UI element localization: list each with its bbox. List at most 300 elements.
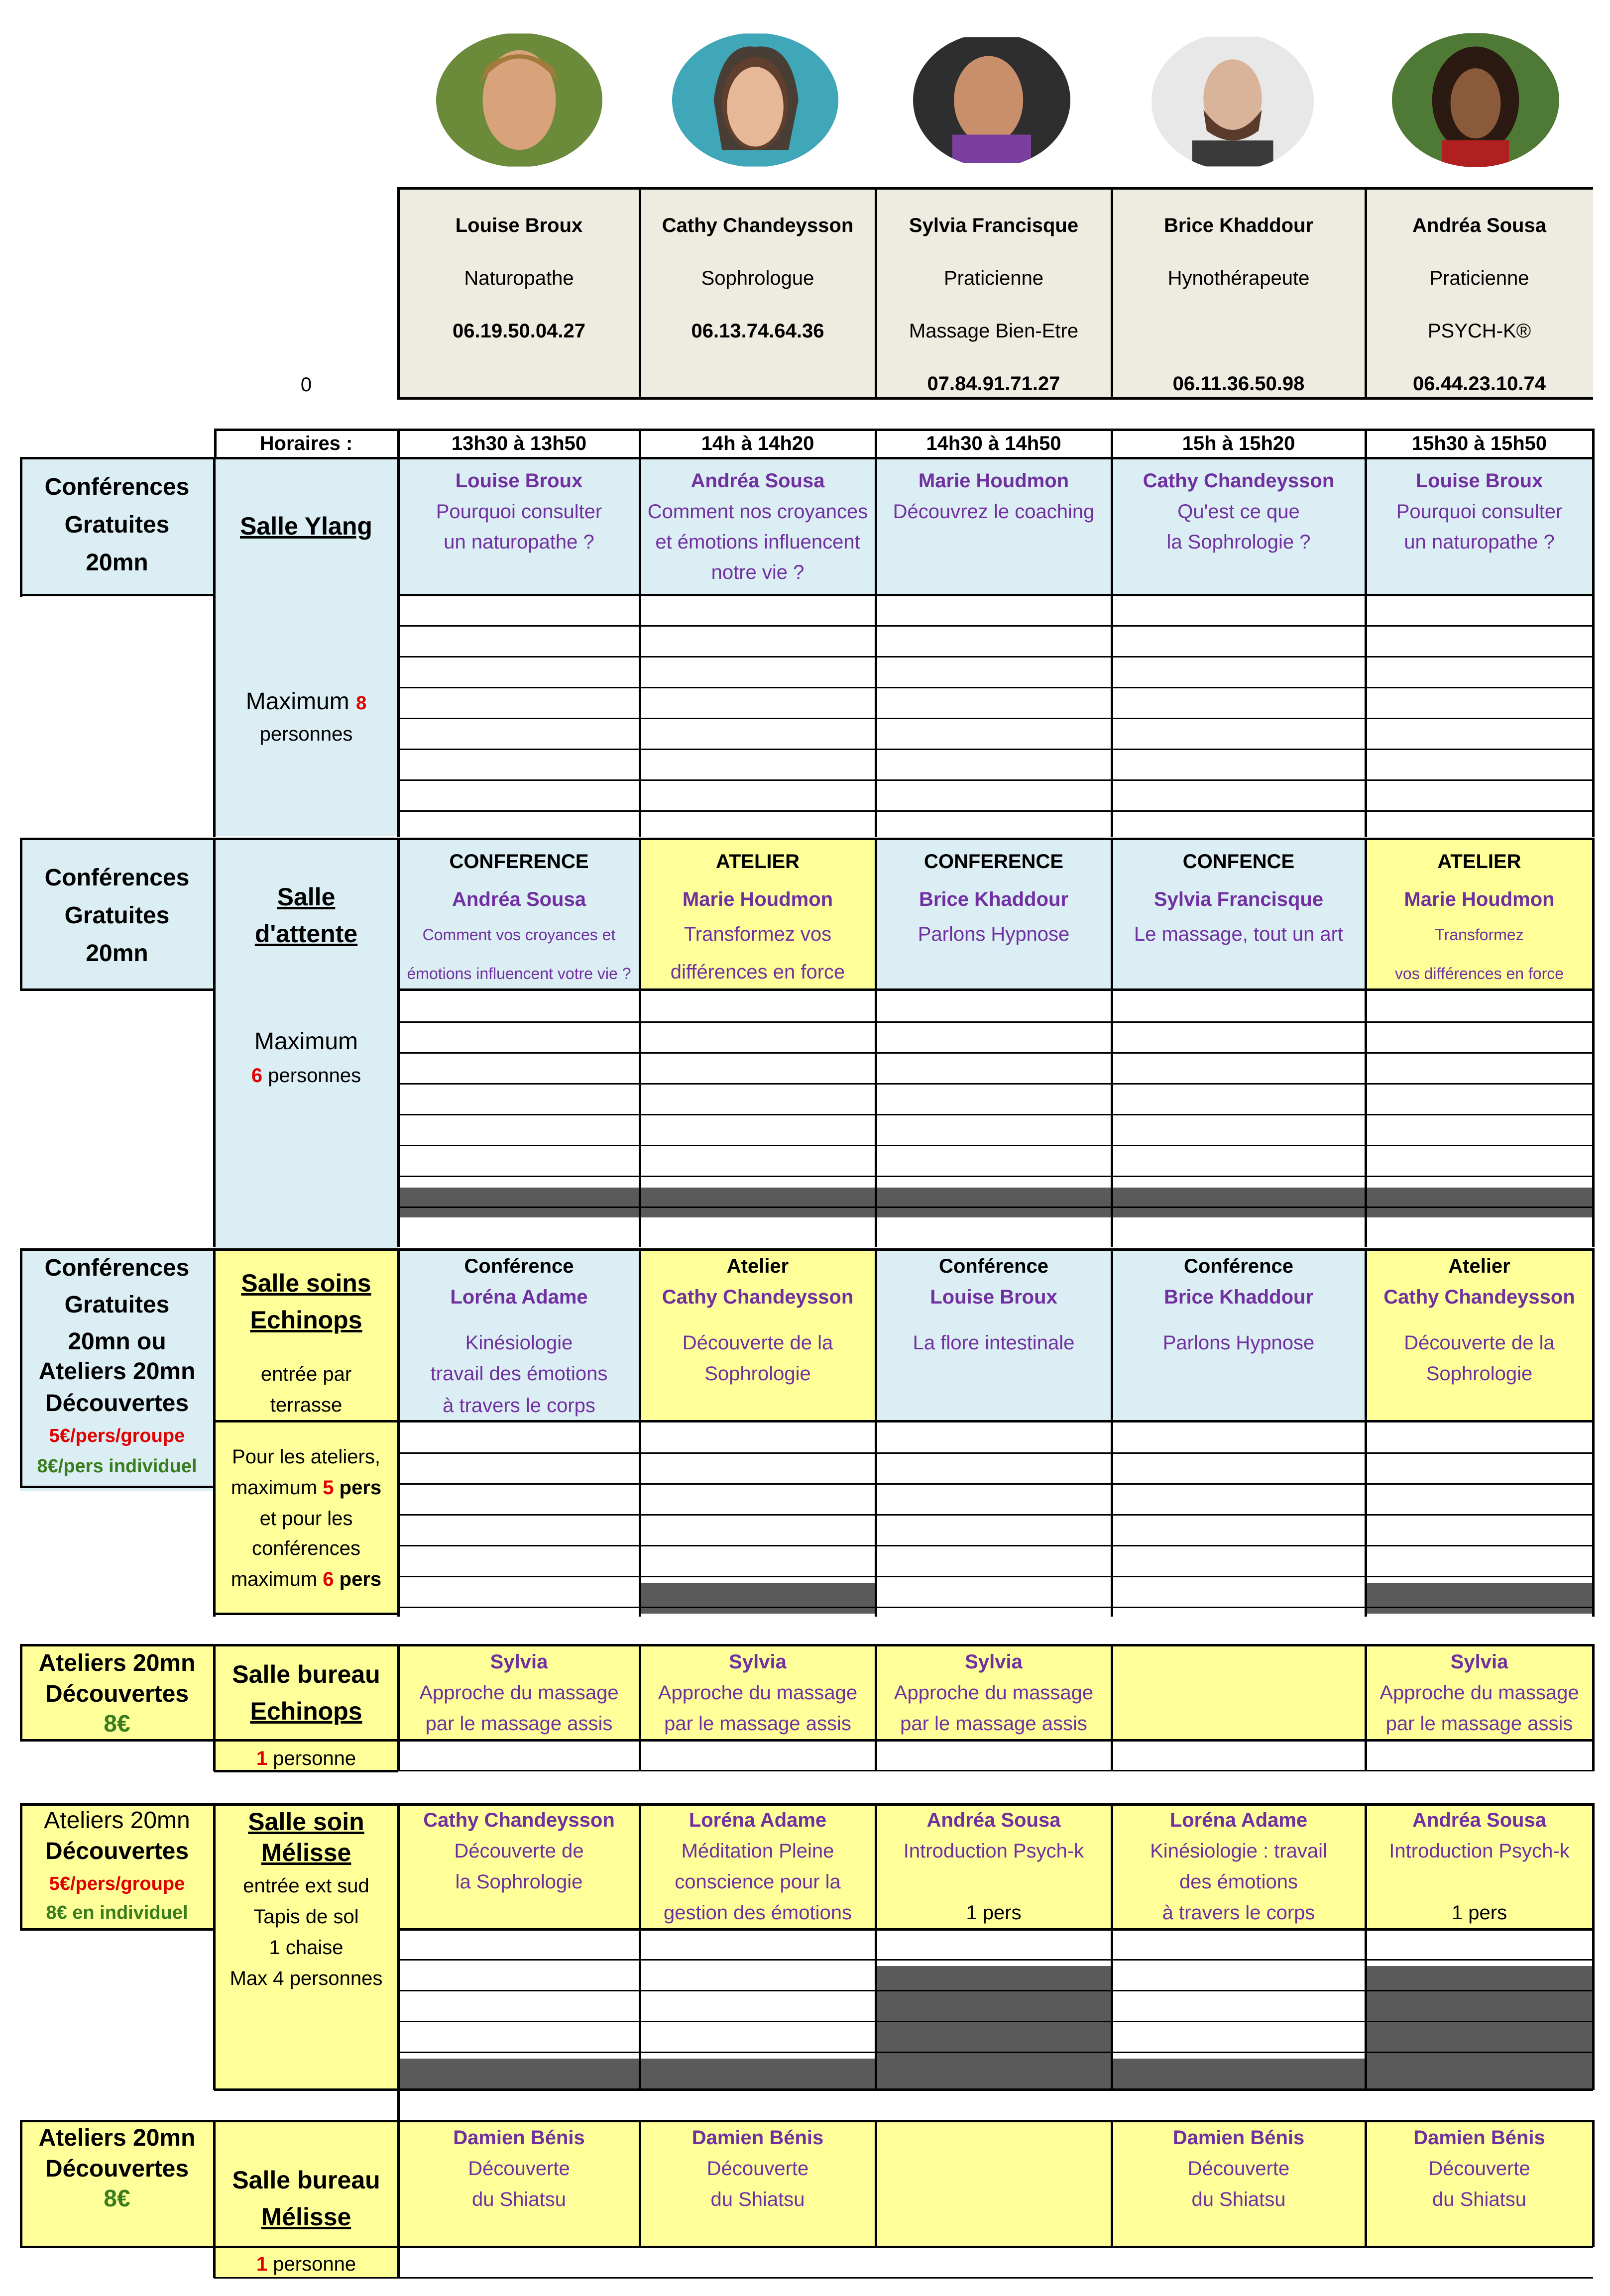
session-topic: émotions influencent votre vie ? (407, 965, 631, 983)
session-topic: Découverte (1428, 2158, 1530, 2180)
grid-line (398, 1576, 1593, 1577)
price-group: 5€/pers/groupe (49, 1425, 185, 1446)
grid-line (20, 1486, 214, 1488)
note-text: pers (334, 1568, 382, 1590)
session-speaker: Andréa Sousa (690, 470, 825, 492)
grid-line (398, 1928, 1593, 1931)
horaires-label: Horaires : (259, 433, 353, 454)
session-speaker: Louise Broux (1415, 470, 1543, 492)
grid-line (20, 1803, 1593, 1806)
section-type: Découvertes (45, 1390, 189, 1417)
grid-line (214, 2277, 1593, 2279)
session-topic: Pourquoi consulter (436, 501, 602, 523)
zero-label: 0 (300, 374, 312, 396)
grid-line (397, 2120, 400, 2278)
grid-line (398, 1545, 1593, 1546)
grid-line (1365, 1644, 1367, 1771)
grid-line (20, 1248, 1593, 1251)
practitioner-name: Brice Khaddour (1163, 215, 1314, 236)
session-type: ATELIER (1437, 851, 1521, 873)
grid-line (875, 838, 877, 1247)
session-topic: différences en force (670, 961, 845, 983)
session-type: Conférence (1183, 1255, 1294, 1277)
session-topic: conscience pour la (675, 1871, 841, 1893)
session-topic: la Sophrologie (455, 1871, 583, 1893)
practitioner-name: Louise Broux (455, 215, 583, 236)
session-topic: par le massage assis (425, 1713, 613, 1735)
capacity-post: personnes (259, 723, 353, 745)
blocked-slot (876, 1188, 1112, 1217)
grid-line (398, 1083, 1593, 1085)
session-topic: Approche du massage (1380, 1682, 1579, 1704)
grid-line (213, 1803, 216, 2090)
capacity-num: 1 (256, 2253, 268, 2275)
session-topic: Parlons Hypnose (1162, 1332, 1315, 1354)
grid-line (1592, 2120, 1595, 2247)
session-topic: du Shiatsu (710, 2188, 805, 2210)
room-name: Salle bureau (232, 2166, 380, 2194)
grid-line (397, 429, 400, 458)
practitioner-name: Cathy Chandeysson (662, 215, 854, 236)
capacity-post: personnes (262, 1065, 361, 1087)
blocked-slot (640, 2059, 876, 2089)
blocked-slot (876, 1966, 1112, 2089)
price-individual: 8€/pers individuel (37, 1456, 197, 1477)
session-speaker: Louise Broux (455, 470, 583, 492)
practitioner-title: Sophrologue (701, 267, 814, 289)
section-type: Conférences (44, 865, 190, 891)
grid-line (20, 457, 22, 597)
session-topic: Découvrez le coaching (893, 501, 1095, 523)
photo-andrea-sousa (1392, 33, 1559, 167)
note-line: et pour les (259, 1508, 353, 1530)
session-speaker: Andréa Sousa (1412, 1809, 1546, 1831)
grid-line (1592, 1803, 1595, 2090)
room-name: Salle (277, 883, 336, 911)
section-type: Ateliers 20mn (38, 1650, 196, 1676)
grid-line (398, 1483, 1593, 1485)
capacity-text (214, 688, 398, 715)
room-name: Mélisse (261, 2203, 351, 2231)
session-topic: un naturopathe ? (444, 531, 594, 553)
practitioner-title: Hynothérapeute (1167, 267, 1310, 289)
session-topic: Parlons Hypnose (918, 923, 1070, 945)
time-slot: 15h à 15h20 (1182, 433, 1295, 454)
session-type: Atelier (1448, 1255, 1510, 1277)
capacity-pre: Maximum (254, 1028, 358, 1055)
session-topic: des émotions (1179, 1871, 1298, 1893)
grid-line (398, 594, 1593, 596)
session-topic: Qu'est ce que (1177, 501, 1300, 523)
practitioner-title: Praticienne (943, 267, 1044, 289)
session-speaker: Louise Broux (930, 1286, 1057, 1308)
session-topic: du Shiatsu (1432, 2188, 1527, 2210)
grid-line (398, 1114, 1593, 1115)
session-topic: Approche du massage (658, 1682, 858, 1704)
session-topic: par le massage assis (1385, 1713, 1573, 1735)
grid-line (1365, 429, 1367, 458)
section-type: Conférences (44, 474, 190, 500)
session-topic: un naturopathe ? (1404, 531, 1555, 553)
session-speaker: Cathy Chandeysson (662, 1286, 854, 1308)
grid-line (398, 1452, 1593, 1454)
session-topic: Découverte de la (1404, 1332, 1555, 1354)
session-speaker: Brice Khaddour (919, 888, 1069, 910)
note-line: conférences (252, 1537, 360, 1559)
session-speaker: Loréna Adame (1169, 1809, 1308, 1831)
room-info: entrée par (260, 1363, 352, 1385)
section-type: Ateliers 20mn (38, 2125, 196, 2151)
grid-line (20, 1803, 22, 1930)
session-topic: la Sophrologie ? (1166, 531, 1311, 553)
price: 8€ (104, 1711, 130, 1737)
grid-line (398, 656, 1593, 657)
session-speaker: Marie Houdmon (682, 888, 833, 910)
grid-line (20, 2120, 1593, 2122)
blocked-slot (1366, 1188, 1593, 1217)
session-speaker: Cathy Chandeysson (1383, 1286, 1575, 1308)
room-info: Max 4 personnes (230, 1968, 383, 1989)
session-topic: Méditation Pleine (681, 1840, 834, 1862)
practitioner-detail: PSYCH-K® (1427, 320, 1531, 342)
room-name: Salle soins (241, 1269, 371, 1297)
blocked-slot (640, 1583, 876, 1614)
grid-line (20, 1248, 22, 1486)
grid-line (214, 1770, 398, 1772)
grid-line (397, 1644, 400, 1771)
section-type: Conférences (44, 1255, 190, 1281)
grid-line (20, 594, 214, 596)
section-type: 20mn ou (68, 1328, 166, 1355)
session-type: Conférence (938, 1255, 1049, 1277)
grid-line (398, 988, 1593, 991)
session-topic: notre vie ? (711, 561, 805, 583)
session-topic: et émotions influencent (655, 531, 860, 553)
grid-line (20, 988, 214, 991)
grid-line (398, 2052, 1593, 2053)
photo-louise-broux (436, 33, 602, 167)
session-topic: Découverte de (454, 1840, 584, 1862)
photo-cathy-chandeysson (672, 33, 838, 167)
note-text: pers (334, 1477, 382, 1499)
session-type: CONFERENCE (449, 851, 589, 873)
session-speaker: Cathy Chandeysson (423, 1809, 615, 1831)
grid-line (639, 457, 641, 837)
session-topic: du Shiatsu (471, 2188, 567, 2210)
session-topic: gestion des émotions (663, 1902, 852, 1924)
session-speaker: Sylvia (490, 1651, 548, 1673)
blocked-slot (1366, 1966, 1593, 2089)
session-topic: à travers le corps (1162, 1902, 1315, 1924)
section-type: Découvertes (45, 2156, 189, 2182)
capacity-num: 6 (251, 1065, 263, 1087)
grid-line (213, 838, 216, 1247)
session-speaker: Marie Houdmon (1404, 888, 1555, 910)
price-individual: 8€ en individuel (46, 1902, 188, 1923)
session-type: Conférence (464, 1255, 574, 1277)
room-name: Salle soin (248, 1808, 364, 1836)
grid-line (20, 2246, 1593, 2248)
session-topic: Introduction Psych-k (1389, 1840, 1570, 1862)
grid-line (1111, 2120, 1113, 2247)
session-topic: Le massage, tout un art (1134, 923, 1344, 945)
grid-line (20, 1644, 22, 1741)
session-topic: 1 pers (966, 1902, 1022, 1924)
blocked-slot (1112, 1188, 1366, 1217)
practitioner-phone: 06.11.36.50.98 (1172, 373, 1305, 395)
time-slot: 15h30 à 15h50 (1411, 433, 1547, 454)
session-topic: par le massage assis (900, 1713, 1087, 1735)
grid-line (20, 838, 22, 990)
room-name: Salle bureau (232, 1660, 380, 1688)
session-speaker: Damien Bénis (453, 2127, 585, 2149)
session-topic: Introduction Psych-k (903, 1840, 1084, 1862)
session-type: Atelier (726, 1255, 789, 1277)
grid-line (398, 1990, 1593, 1991)
practitioner-name: Sylvia Francisque (909, 215, 1079, 236)
session-topic: par le massage assis (664, 1713, 851, 1735)
capacity-num: 8 (356, 693, 367, 714)
room-info: entrée ext sud (243, 1875, 369, 1897)
session-topic: Kinésiologie (465, 1332, 573, 1354)
section-type: 20mn (86, 549, 148, 576)
session-speaker: Damien Bénis (691, 2127, 824, 2149)
capacity-post: personne (267, 1748, 356, 1769)
room-label-bg (214, 1645, 398, 1740)
room-name: Mélisse (261, 1839, 351, 1866)
grid-line (213, 1248, 216, 1617)
note-text: maximum (230, 1568, 323, 1590)
photo-brice-khaddour (1151, 33, 1314, 170)
grid-line (1365, 1248, 1367, 1617)
grid-line (1365, 1803, 1367, 2090)
practitioner-phone: 06.44.23.10.74 (1413, 373, 1546, 395)
grid-line (214, 1420, 398, 1422)
session-topic: travail des émotions (430, 1363, 608, 1385)
blocked-slot (398, 1188, 640, 1217)
session-speaker: Sylvia Francisque (1153, 888, 1324, 910)
grid-line (20, 2120, 22, 2247)
grid-line (875, 457, 877, 837)
grid-line (639, 838, 641, 1247)
room-name: Salle Ylang (240, 512, 372, 540)
section-type: Découvertes (45, 1838, 189, 1864)
grid-line (398, 1607, 1593, 1608)
room-info: Tapis de sol (253, 1906, 359, 1928)
grid-line (398, 749, 1593, 750)
capacity-pre: Maximum (245, 688, 356, 715)
grid-line (398, 1420, 1593, 1422)
grid-line (398, 1145, 1593, 1146)
practitioner-title: Praticienne (1429, 267, 1529, 289)
grid-line (1592, 1248, 1595, 1617)
grid-line (20, 1928, 214, 1931)
time-slot: 13h30 à 13h50 (451, 433, 587, 454)
time-slot: 14h à 14h20 (701, 433, 814, 454)
session-speaker: Sylvia (965, 1651, 1023, 1673)
session-type: ATELIER (715, 851, 800, 873)
blocked-slot (1112, 2059, 1366, 2089)
session-topic: Approche du massage (419, 1682, 619, 1704)
grid-line (639, 1803, 641, 2090)
capacity-num: 1 (256, 1748, 268, 1769)
grid-line (1111, 457, 1113, 837)
grid-line (1111, 1644, 1113, 1771)
grid-line (875, 1803, 877, 2090)
session-topic: Comment vos croyances et (422, 926, 616, 944)
section-type: Ateliers 20mn (44, 1807, 190, 1834)
session-topic: Transformez (1435, 926, 1524, 944)
grid-line (398, 687, 1593, 688)
grid-line (875, 1644, 877, 1771)
session-topic: du Shiatsu (1191, 2188, 1286, 2210)
grid-line (20, 838, 1593, 840)
session-topic: Kinésiologie : travail (1150, 1840, 1327, 1862)
practitioner-detail: 06.19.50.04.27 (453, 320, 585, 342)
photo-sylvia-francisque (913, 33, 1070, 167)
session-speaker: Cathy Chandeysson (1143, 470, 1335, 492)
grid-line (398, 1176, 1593, 1177)
grid-line (398, 1206, 1593, 1208)
grid-line (397, 838, 400, 1247)
session-topic: Découverte de la (682, 1332, 833, 1354)
section-type: Gratuites (64, 512, 170, 538)
grid-line (20, 1644, 1593, 1646)
session-speaker: Damien Bénis (1172, 2127, 1305, 2149)
grid-line (1365, 2120, 1367, 2247)
session-speaker: Sylvia (1450, 1651, 1508, 1673)
note-num: 5 (323, 1477, 334, 1499)
grid-line (214, 1613, 398, 1615)
time-slot: 14h30 à 14h50 (926, 433, 1061, 454)
grid-line (397, 1248, 400, 1617)
session-topic: Sophrologie (704, 1363, 811, 1385)
practitioner-phone: 07.84.91.71.27 (927, 373, 1060, 395)
section-type: Ateliers 20mn (38, 1358, 196, 1385)
grid-line (1592, 457, 1595, 837)
session-topic: Découverte (468, 2158, 570, 2180)
section-type: Gratuites (64, 902, 170, 929)
note-text: maximum (230, 1477, 323, 1499)
session-cell (876, 2121, 1112, 2247)
grid-line (875, 1248, 877, 1617)
section-type: 20mn (86, 940, 148, 967)
session-speaker: Brice Khaddour (1163, 1286, 1314, 1308)
capacity-text (214, 1747, 398, 1770)
practitioner-name: Andréa Sousa (1412, 215, 1546, 236)
room-name: d'attente (254, 920, 358, 948)
session-speaker: Loréna Adame (689, 1809, 827, 1831)
session-topic: Comment nos croyances (647, 501, 868, 523)
grid-line (20, 1739, 1593, 1742)
grid-line (1592, 429, 1595, 458)
room-label-bg (214, 839, 398, 990)
grid-line (398, 718, 1593, 719)
note-line: Pour les ateliers, (232, 1446, 380, 1468)
room-name: Echinops (250, 1697, 362, 1725)
section-type: Découvertes (45, 1681, 189, 1707)
grid-line (875, 2120, 877, 2247)
session-topic: à travers le corps (443, 1395, 595, 1417)
session-topic: Découverte (1187, 2158, 1290, 2180)
session-topic: Découverte (706, 2158, 809, 2180)
grid-line (639, 1644, 641, 1771)
session-topic: Pourquoi consulter (1396, 501, 1563, 523)
grid-line (398, 2021, 1593, 2022)
grid-line (213, 457, 216, 837)
session-type: CONFERENCE (923, 851, 1064, 873)
practitioner-title: Naturopathe (464, 267, 574, 289)
grid-line (398, 1021, 1593, 1023)
note-line (214, 1476, 398, 1499)
grid-line (639, 2120, 641, 2247)
grid-line (398, 1514, 1593, 1516)
grid-line (1111, 838, 1113, 1247)
session-speaker: Andréa Sousa (452, 888, 586, 910)
note-line (214, 1568, 398, 1591)
price: 8€ (104, 2186, 130, 2212)
grid-line (1365, 457, 1367, 837)
grid-line (398, 810, 1593, 812)
grid-line (639, 1248, 641, 1617)
session-speaker: Loréna Adame (450, 1286, 588, 1308)
grid-line (214, 2088, 1593, 2091)
grid-line (398, 779, 1593, 781)
room-name: Echinops (250, 1306, 362, 1334)
grid-line (639, 429, 641, 458)
note-num: 6 (323, 1568, 334, 1590)
blocked-slot (398, 2059, 640, 2089)
grid-line (398, 1959, 1593, 1961)
session-speaker: Damien Bénis (1413, 2127, 1545, 2149)
capacity-text (214, 2253, 398, 2276)
session-topic: La flore intestinale (913, 1332, 1075, 1354)
grid-line (213, 1644, 216, 1771)
grid-line (397, 457, 400, 837)
grid-line (1592, 1644, 1595, 1771)
grid-line (1111, 1803, 1113, 2090)
grid-line (213, 2120, 216, 2278)
capacity-text (214, 1064, 398, 1087)
grid-line (398, 625, 1593, 627)
blocked-slot (1366, 1583, 1593, 1614)
grid-line (1365, 838, 1367, 1247)
session-speaker: Andréa Sousa (926, 1809, 1061, 1831)
grid-line (20, 457, 1593, 459)
capacity-post: personne (267, 2253, 356, 2275)
room-info: 1 chaise (269, 1937, 344, 1959)
session-cell (1112, 1645, 1366, 1740)
grid-line (1111, 429, 1113, 458)
session-topic: Approche du massage (894, 1682, 1094, 1704)
grid-line (397, 1803, 400, 2122)
room-info: terrasse (270, 1394, 343, 1416)
price-group: 5€/pers/groupe (49, 1873, 185, 1894)
grid-line (398, 1052, 1593, 1054)
grid-line (1111, 1248, 1113, 1617)
session-type: CONFENCE (1182, 851, 1295, 873)
blocked-slot (640, 1188, 876, 1217)
grid-line (875, 429, 877, 458)
session-topic: vos différences en force (1394, 965, 1564, 983)
session-speaker: Marie Houdmon (918, 470, 1069, 492)
session-speaker: Sylvia (729, 1651, 787, 1673)
grid-line (1592, 838, 1595, 1247)
practitioner-detail: 06.13.74.64.36 (691, 320, 824, 342)
practitioner-detail: Massage Bien-Etre (909, 320, 1079, 342)
session-topic: 1 pers (1451, 1902, 1507, 1924)
grid-line (398, 1770, 1593, 1771)
